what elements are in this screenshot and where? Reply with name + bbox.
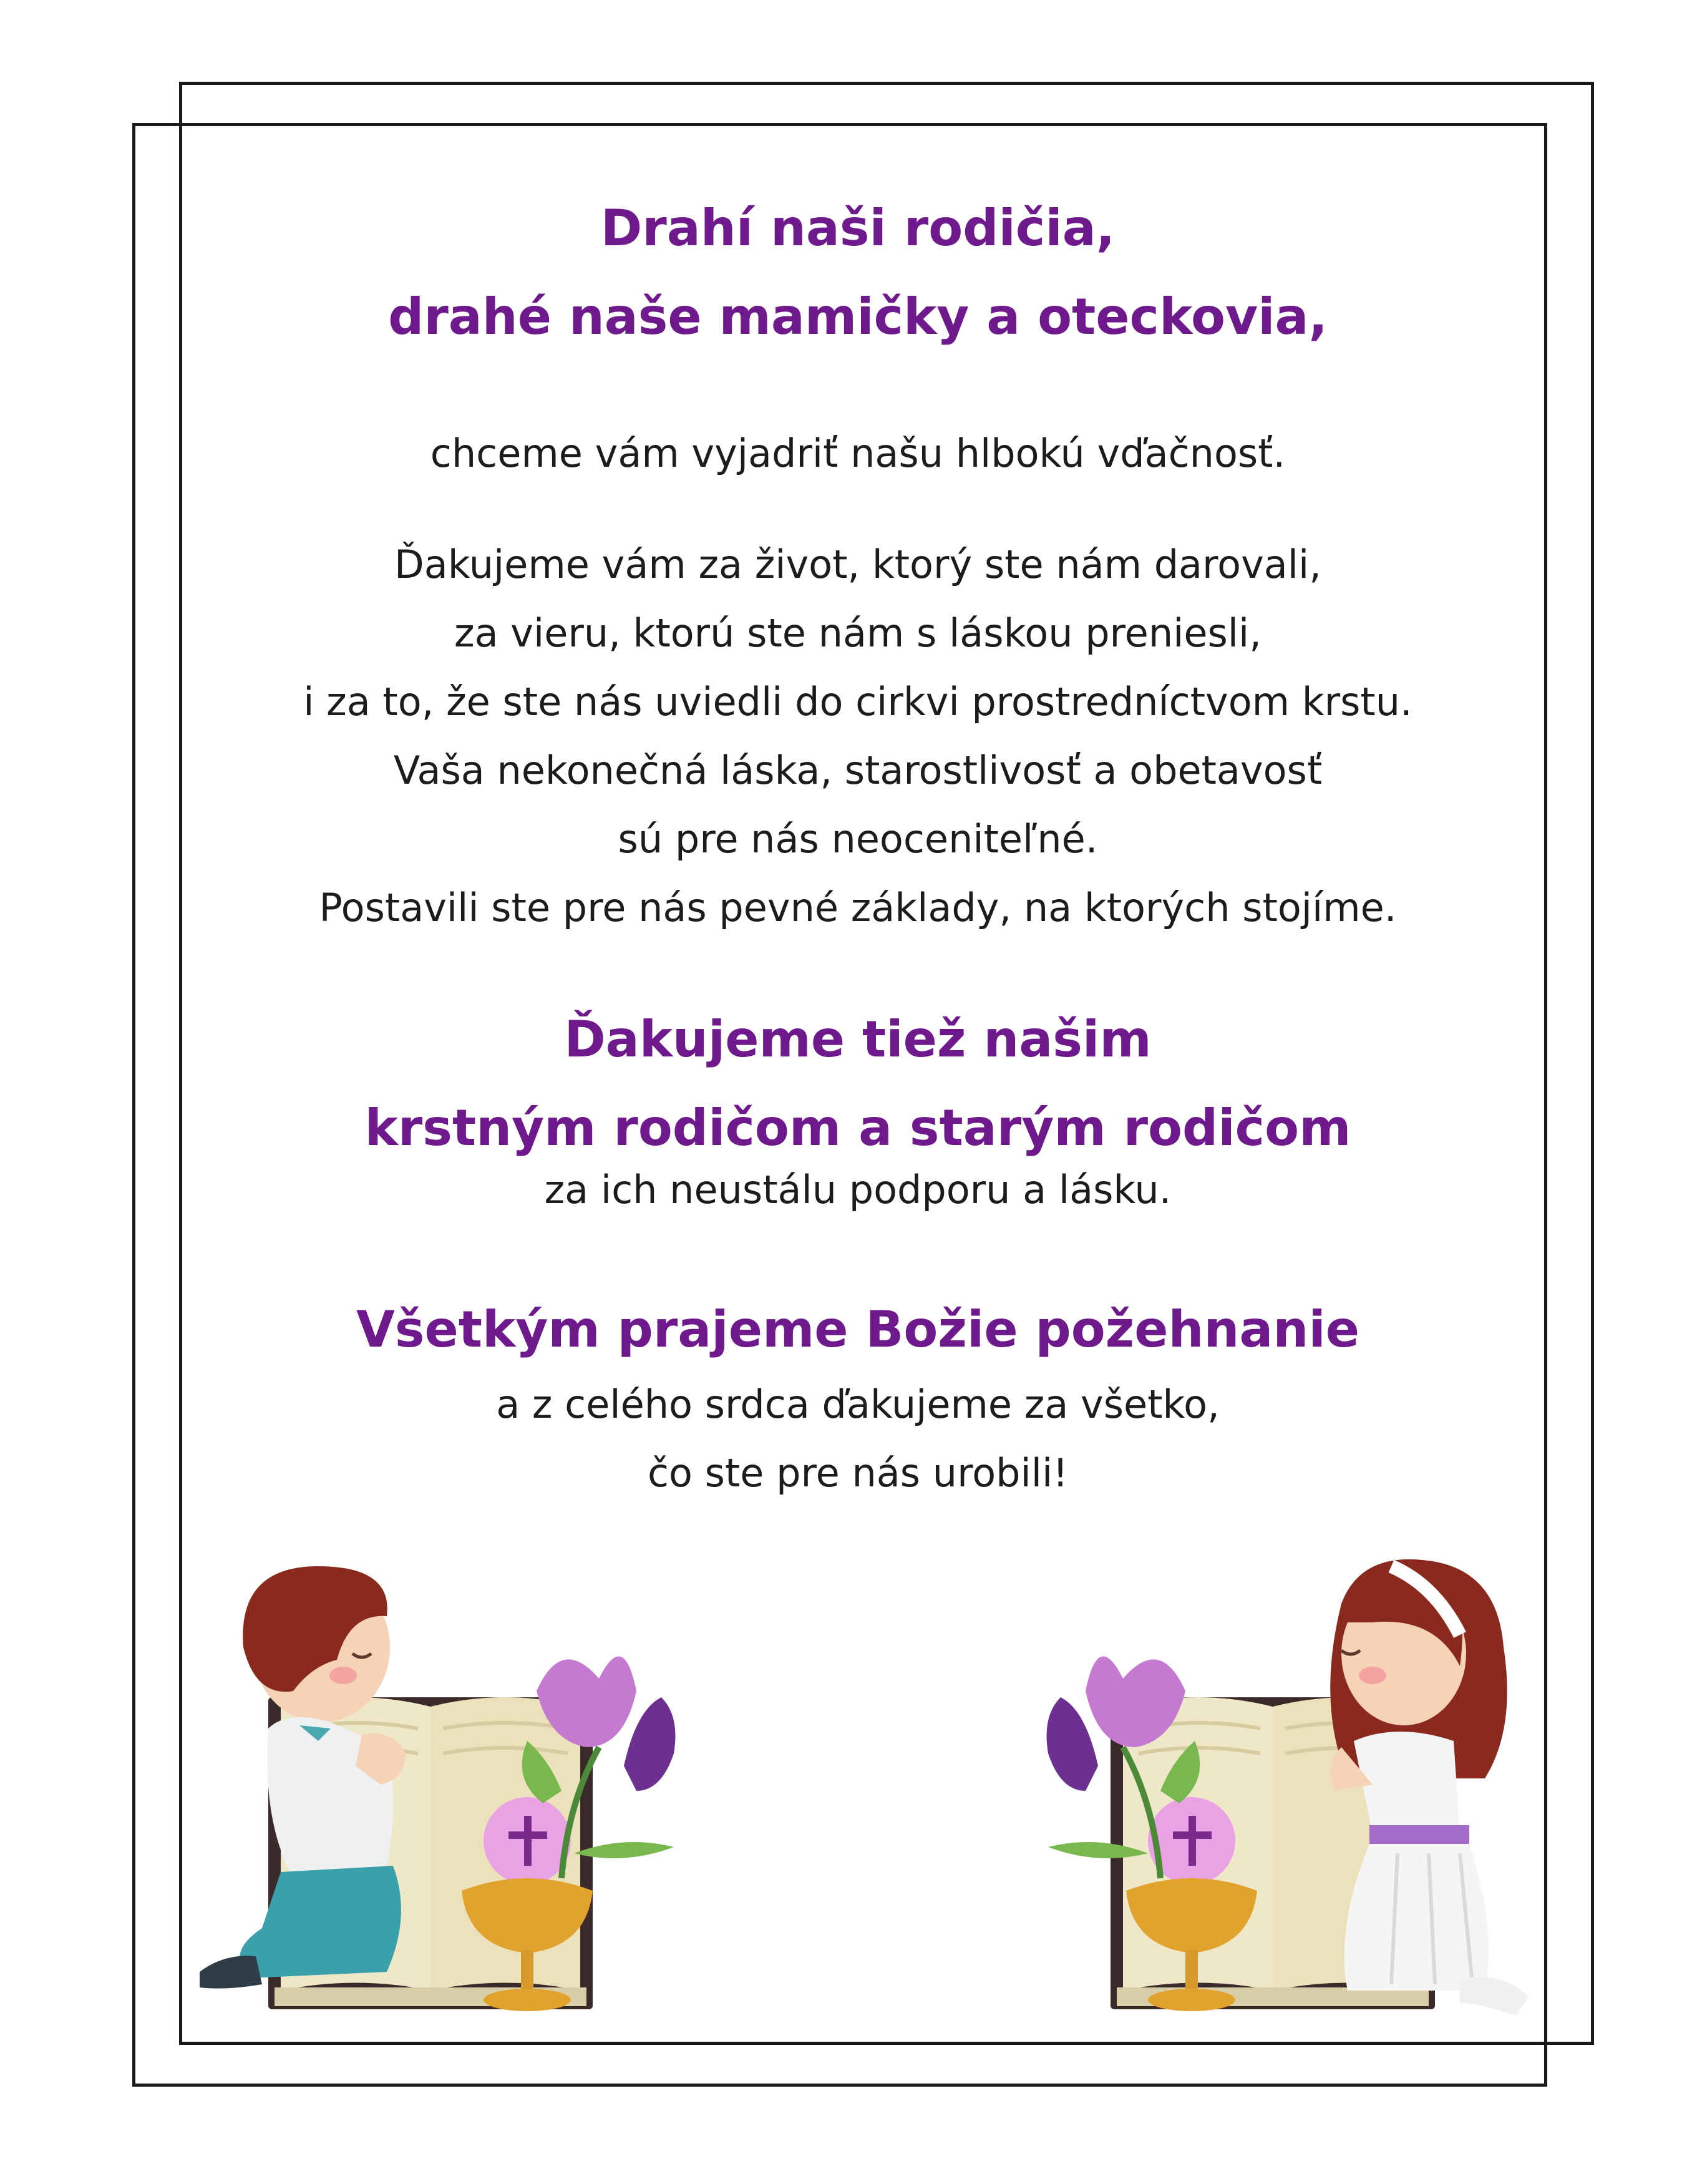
godparents-text: [187, 1156, 1529, 1224]
gratitude-line: sú pre nás neoceniteľné.: [618, 816, 1098, 862]
godparents-heading: [187, 995, 1529, 1172]
blessing-line: Všetkým prajeme Božie požehnanie: [356, 1300, 1360, 1358]
boy-figure: [200, 1566, 406, 1989]
gratitude-line: Vaša nekonečná láska, starostlivosť a obetavosť: [393, 748, 1323, 793]
gratitude-line: Ďakujeme vám za život, ktorý ste nám darovali,: [394, 542, 1321, 587]
gratitude-line: i za to, že ste nás uviedli do cirkvi prostredníctvom krstu.: [303, 679, 1412, 724]
godparents-line-1: Ďakujeme tiež našim: [564, 1010, 1152, 1068]
godparents-subline: za ich neustálu podporu a lásku.: [544, 1167, 1172, 1212]
gratitude-line: za vieru, ktorú ste nám s láskou preniesli,: [454, 610, 1262, 656]
closing-line-1: a z celého srdca ďakujeme za všetko,: [496, 1382, 1220, 1427]
gratitude-paragraph: [187, 530, 1529, 942]
kneeling-girl-praying-icon: [1023, 1541, 1535, 2028]
kneeling-boy-praying-icon: [187, 1541, 699, 2028]
greeting-line-1: Drahí naši rodičia,: [600, 199, 1116, 257]
intro-line: chceme vám vyjadriť našu hlbokú vďačnosť.: [430, 431, 1286, 476]
greeting-line-2: drahé naše mamičky a oteckovia,: [388, 288, 1328, 346]
blessing-heading: [187, 1285, 1529, 1374]
intro-text: [187, 419, 1529, 488]
closing-line-2: čo ste pre nás urobili!: [647, 1450, 1069, 1496]
greeting-heading: [187, 184, 1529, 361]
gratitude-line: Postavili ste pre nás pevné základy, na ktorých stojíme.: [319, 885, 1397, 930]
closing-text: [187, 1370, 1529, 1508]
godparents-line-2: krstným rodičom a starým rodičom: [364, 1099, 1351, 1157]
